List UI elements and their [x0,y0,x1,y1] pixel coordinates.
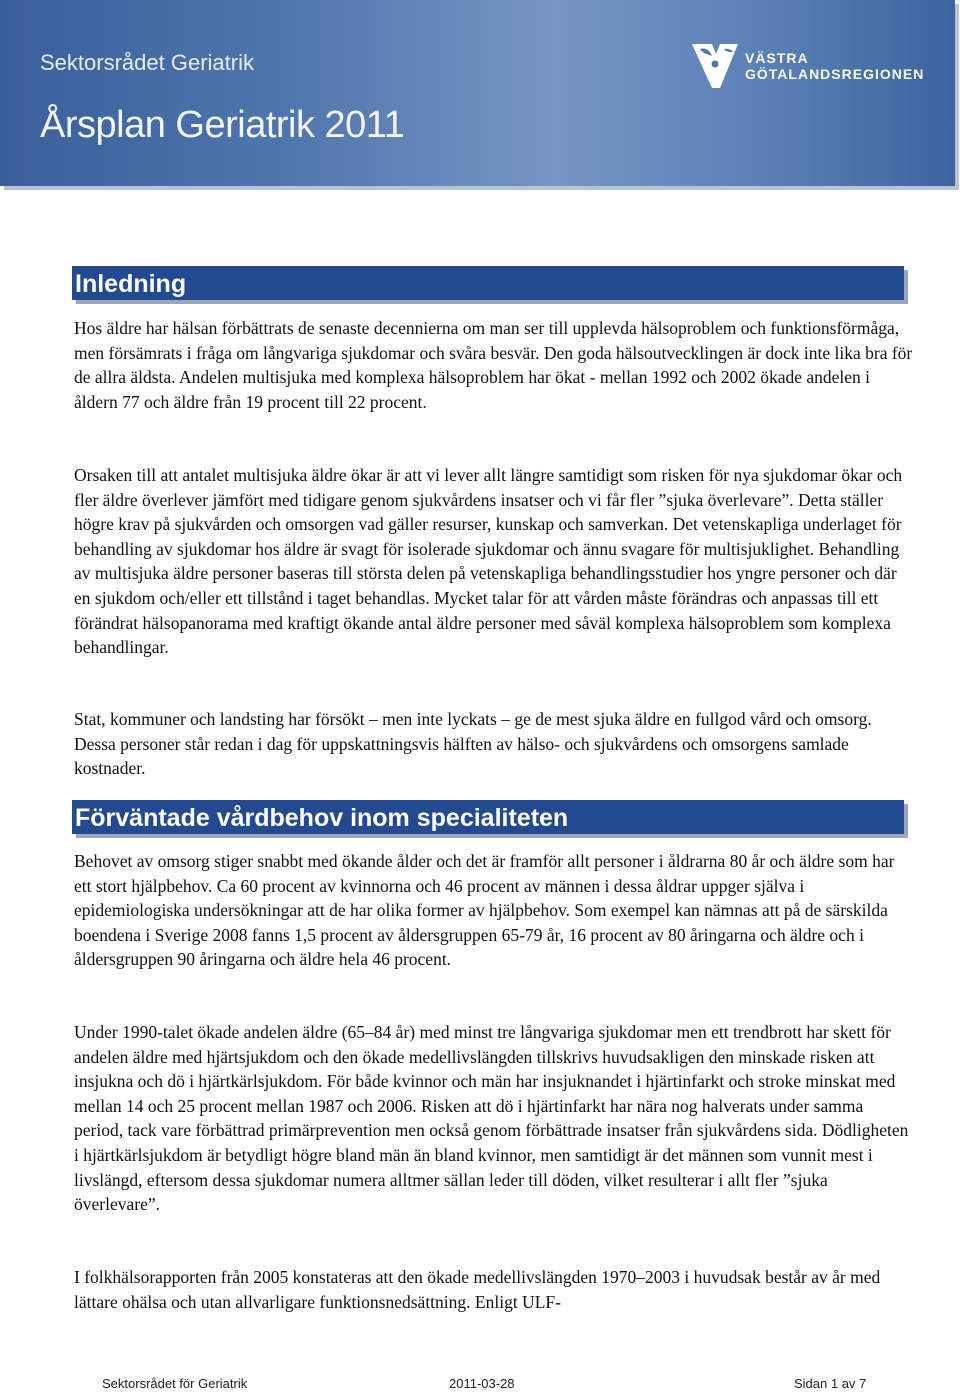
paragraph: Hos äldre har hälsan förbättrats de senaste decennierna om man ser till upplevda hälsoproblem och funktionsförmåga, men försämrats i fråga om långvariga sjukdomar och svåra besvär. Den goda hälsoutvecklingen är dock inte lika bra för de allra äldsta. Andelen multisjuka med komplexa hälsoproblem har ökat - mellan 1992 och 2002 ökade andelen i åldern 77 och äldre från 19 procent till 22 procent. [74,318,913,412]
paragraph: Under 1990-talet ökade andelen äldre (65–84 år) med minst tre långvariga sjukdomar men ett trendbrott har skett för andelen äldre med hjärtsjukdom och den ökade medellivslängden tillskrivs huvudsakligen den minskade risken att insjukna och dö i hjärtkärlsjukdom. För både kvinnor och män har insjuknandet i hjärtinfarkt och stroke minskat med mellan 14 och 25 procent mellan 1987 och 2006. Risken att dö i hjärtinfarkt har nära nog halverats under samma period, tack vare förbättrad primärprevention men också genom förbättrade insatser från sjukvårdens sida. Dödligheten i hjärtkärlsjukdom är betydligt högre bland män än bland kvinnor, men samtidigt är det männen som vunnit mest i livslängd, eftersom dessa sjukdomar numera alltmer sällan leder till döden, vilket resulterar i allt fler ”sjuka överlevare”. [74,1022,909,1215]
paragraph: Behovet av omsorg stiger snabbt med ökande ålder och det är framför allt personer i åldrarna 80 år och äldre som har ett stort hjälpbehov. Ca 60 procent av kvinnorna och 46 procent av männen i dessa åldrar uppger själva i epidemiologiska undersökningar att de har olika former av hjälpbehov. Som exempel kan nämnas att på de särskilda boendena i Sverige 2008 fanns 1,5 procent av åldersgruppen 65-79 år, 16 procent av 80 åringarna och äldre och i åldersgruppen 90 åringarna och äldre hela 46 procent. [74,851,895,970]
section-heading-inledning: Inledning [72,266,904,300]
logo-text-line2: GÖTALANDSREGIONEN [745,66,925,82]
vgr-logo-icon [690,40,740,92]
section-heading-vardbehov: Förväntade vårdbehov inom specialiteten [72,800,904,834]
vgr-logo [690,40,930,92]
paragraph: Stat, kommuner och landsting har försökt – men inte lyckats – ge de mest sjuka äldre en fullgod vård och omsorg. Dessa personer står redan i dag för uppskattningsvis hälften av hälso- och sjukvårdens och omsorgens samlade kostnader. [74,709,872,779]
paragraph: Orsaken till att antalet multisjuka äldre ökar är att vi lever allt längre samtidigt som risken för nya sjukdomar ökar och fler äldre överlever jämfört med tidigare genom sjukvårdens insatser och vi får fler ”sjuka överlevare”. Detta ställer högre krav på sjukvården och omsorgen vad gäller resurser, kunskap och samverkan. Det vetenskapliga underlaget för behandling av sjukdomar hos äldre är svagt för isolerade sjukdomar och ännu svagare för multisjuklighet. Behandling av multisjuka äldre personer baseras till största delen på vetenskapliga behandlingsstudier hos yngre personer och där en sjukdom och/eller ett tillstånd i taget behandlas. Mycket talar för att vården måste förändras och anpassas till ett förändrat hälsopanorama med kraftigt ökande antal äldre personer med såväl komplexa hälsoproblem som komplexa behandlingar. [74,465,903,658]
document-title: Årsplan Geriatrik 2011 [40,104,405,146]
document-header [0,0,955,186]
footer-page-number: Sidan 1 av 7 [794,1376,867,1391]
paragraph: I folkhälsorapporten från 2005 konstateras att den ökade medellivslängden 1970–2003 i huvudsak består av år med lättare ohälsa och utan allvarligare funktionsnedsättning. Enligt ULF- [74,1267,881,1312]
logo-text-line1: VÄSTRA [745,50,809,66]
footer-date: 2011-03-28 [449,1376,515,1391]
header-org: Sektorsrådet Geriatrik [40,50,254,75]
footer-org: Sektorsrådet för Geriatrik [102,1376,248,1391]
